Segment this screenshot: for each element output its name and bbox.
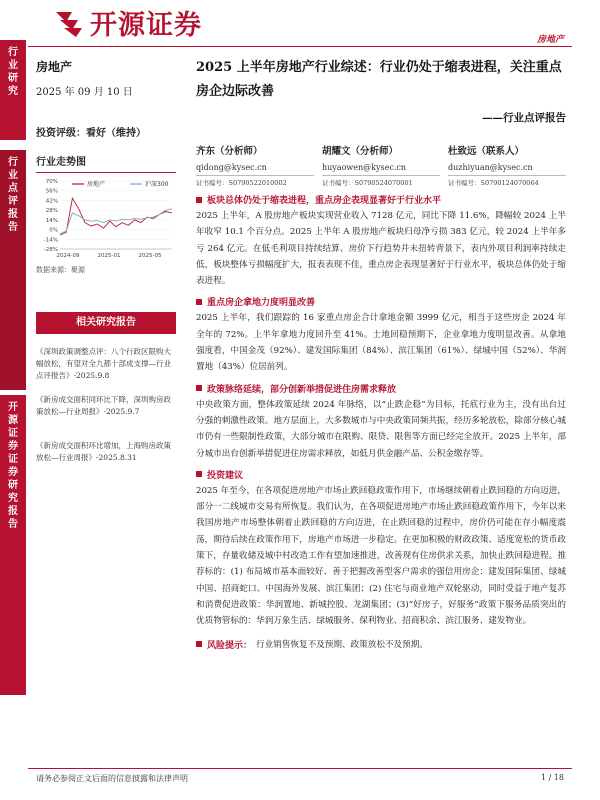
section-heading-text: 投资建议 — [207, 470, 244, 481]
section-heading — [196, 382, 566, 395]
bullet-icon — [196, 299, 202, 305]
author-email[interactable]: duzhiyuan@kysec.cn — [448, 163, 533, 172]
investment-rating: 投资评级：看好（维持） — [36, 128, 146, 139]
page-number: 1 / 18 — [540, 773, 564, 782]
report-date: 2025 年 09 月 10 日 — [36, 87, 133, 98]
section-body: 2025 上半年，我们跟踪的 16 家重点房企合计拿地金额 3999 亿元，相当于这些房企 2024 年全年的 72%。上半年拿地力度回升至 41%。土地回稳预期下，企业拿地力度明显改善。从拿地强度看，中国金茂（92%）、建发国际集团（84%）、滨江集团（61%）、绿城中国（52%）、华润置地（43%）位居前列。 — [196, 313, 566, 373]
related-reports — [36, 312, 176, 464]
brand-name: 开源证券 — [90, 10, 202, 41]
report-subtitle: ——行业点评报告 — [482, 112, 566, 124]
related-report-item[interactable] — [36, 440, 176, 464]
related-report-date: -2025.9.7 — [103, 407, 140, 416]
side-tab-label: 行业点评报告 — [8, 157, 18, 233]
section — [196, 638, 566, 651]
side-tab-label: 行业研究 — [8, 47, 18, 97]
section — [196, 295, 566, 375]
series-line-1 — [60, 209, 172, 234]
footer-disclaimer: 请务必参阅正文后面的信息披露和法律声明 — [36, 774, 188, 783]
trend-chart-title: 行业走势图 — [36, 153, 176, 173]
related-report-item[interactable] — [36, 394, 176, 418]
main-content — [196, 56, 566, 651]
y-tick-label: 0% — [49, 227, 58, 234]
side-tab-securities-report — [0, 395, 26, 695]
section-body: 2025 年至今，在各项促进房地产市场止跌回稳政策作用下，市场继续朝着止跌回稳的方向迈进，部分一二线城市交易有所恢复。我们认为，在各项促进房地产市场止跌回稳政策作用下，今年以来我国房地产市场整体朝着止跌回稳的方向迈进，在止跌回稳的过程中，房价仍可能在存小幅度震荡，期待后续在政策作用下，房地产市场进一步稳定。在更加积极的财政政策、适度宽松的货币政策下，存量收储及城中村改造工作有望加速推进，改善现有住房供求关系，加快止跌回稳进程。推荐标的：(1) 布局城市基本面较好、善于把握改善型客户需求的强信用房企：建发国际集团、绿城中国、招商蛇口、中国海外发展、滨江集团；(2) 住宅与商业地产双轮驱动，同时受益于地产复苏和消费促进政策：华润置地、新城控股、龙湖集团；(3)“好房子，好服务”政策下服务品质突出的优质物管标的：华润万象生活、绿城服务、保利物业、招商积余、滨江服务、建发物业。 — [196, 485, 566, 627]
author-email[interactable]: qidong@kysec.cn — [196, 163, 267, 172]
trend-chart-svg — [36, 175, 176, 261]
side-tab-report-type — [0, 150, 26, 390]
section — [196, 382, 566, 462]
author-card — [322, 143, 440, 187]
legend-label: 沪深300 — [145, 181, 169, 188]
section-heading — [196, 193, 566, 206]
section — [196, 468, 566, 630]
author-name: 齐东（分析师） — [196, 146, 263, 157]
section-heading — [196, 468, 566, 481]
page-header — [0, 0, 600, 45]
related-report-item[interactable] — [36, 346, 176, 382]
x-tick-label: 2025-01 — [97, 253, 121, 259]
section — [196, 193, 566, 289]
bullet-icon — [196, 471, 202, 477]
author-cert: 证书编号：S0790124070064 — [448, 175, 566, 187]
y-tick-label: 28% — [45, 208, 58, 215]
x-tick-label: 2024-09 — [56, 253, 80, 259]
section-heading-text: 重点房企拿地力度明显改善 — [207, 298, 316, 309]
y-tick-label: 42% — [45, 198, 58, 205]
category-tag: 房地产 — [536, 35, 564, 45]
bullet-icon — [196, 197, 202, 203]
x-tick-label: 2025-05 — [138, 253, 162, 259]
y-tick-label: -14% — [43, 237, 58, 244]
related-report-date: -2025.8.31 — [96, 453, 137, 462]
brand-logo-mark-icon — [52, 8, 86, 38]
author-cert: 证书编号：S0790522010002 — [196, 175, 314, 187]
bullet-icon — [196, 641, 202, 647]
legend-label: 房地产 — [87, 181, 106, 188]
author-cert: 证书编号：S0790524070001 — [322, 175, 440, 187]
related-report-text[interactable]: 《新房成交面积环比增加，上海购房政策放松—行业周报》 — [36, 441, 171, 462]
section-body: 中央政策方面，整体政策延续 2024 年脉络，以“止跌企稳”为目标，托底行业为主，没有出台过分强的刺激性政策。地方层面上，大多数城市与中央政策同频共振，经历多轮放松，除部分核心城市仍有一些限制性政策，大部分城市在限购、限贷、限售等方面已经完全放开。2025 上半年，部分城市出台创新举措促进住房需求释放，如低月供金融产品、公积金缴存等。 — [196, 399, 566, 459]
side-tab-label: 开源证券 证券研究报告 — [8, 402, 18, 530]
header-divider — [28, 46, 572, 47]
risk-text: 行业销售恢复不及预期、政策放松不及预期。 — [256, 640, 428, 651]
author-list — [196, 143, 566, 187]
author-email[interactable]: huyaowen@kysec.cn — [322, 163, 407, 172]
related-report-date: -2025.9.8 — [73, 371, 110, 380]
section-heading-text: 风险提示： — [207, 640, 253, 651]
footer-divider — [28, 768, 572, 769]
related-report-text[interactable]: 《新房成交面积同环比下降，深圳购房政策放松—行业周报》 — [36, 395, 171, 416]
author-card — [448, 143, 566, 187]
related-report-text[interactable]: 《深圳政策调整点评：八个行政区限购大幅放松，有望对全九都十部成支撑—行业点评报告》 — [36, 347, 171, 380]
report-title: 2025 上半年房地产行业综述：行业仍处于缩表进程，关注重点房企边际改善 — [196, 60, 562, 99]
data-source: 数据来源：聚源 — [36, 266, 85, 274]
y-tick-label: 70% — [45, 179, 58, 185]
brand-logo — [52, 3, 202, 42]
section-body: 2025 上半年，A 股房地产板块实现营业收入 7128 亿元，同比下降 11.6%，降幅较 2024 上半年收窄 10.1 个百分点。2025 上半年 A 股房地产板块归母净亏损 383 亿元，较 2024 上半年多亏 264 亿元。在低毛利项目持续结算、房价下行趋势并未扭转背景下，表内外项目利润率持续走低，板块整体亏损幅度扩大，报表表现不佳，重点房企表现显著好于行业水平，板块总体仍处于缩表进程。 — [196, 211, 566, 287]
section-heading — [196, 295, 566, 308]
author-card — [196, 143, 314, 187]
y-tick-label: 56% — [45, 188, 58, 195]
y-tick-label: -28% — [43, 247, 58, 253]
y-tick-label: 14% — [45, 217, 58, 224]
section-heading-text: 板块总体仍处于缩表进程，重点房企表现显著好于行业水平 — [207, 196, 442, 206]
side-tab-industry-research — [0, 40, 26, 140]
author-name: 杜致远（联系人） — [448, 146, 525, 157]
section-heading — [196, 638, 566, 651]
trend-chart — [36, 175, 176, 261]
left-sidebar — [36, 56, 176, 275]
bullet-icon — [196, 385, 202, 391]
sector-name: 房地产 — [36, 60, 73, 74]
section-heading-text: 政策脉络延续，部分创新举措促进住房需求释放 — [207, 384, 397, 395]
author-name: 胡耀文（分析师） — [322, 146, 399, 157]
related-reports-title: 相关研究报告 — [36, 312, 176, 334]
